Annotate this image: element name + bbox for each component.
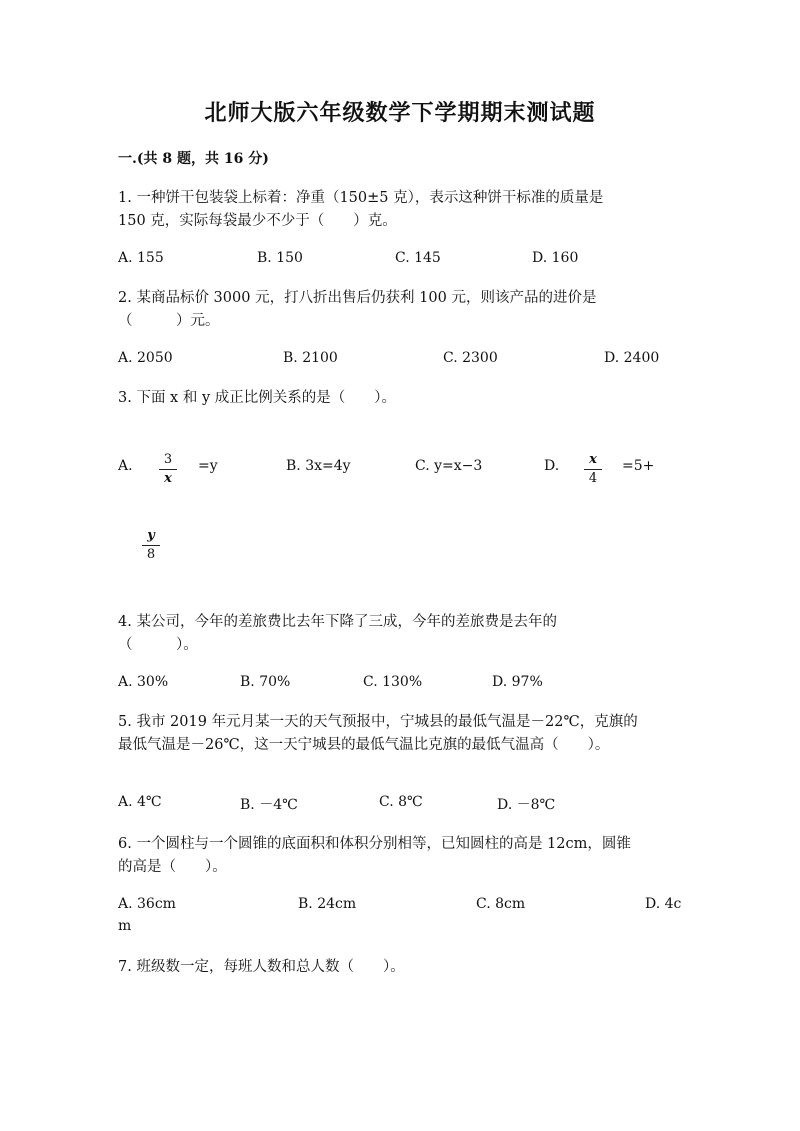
question-2-option-b: B. 2100 (283, 350, 338, 366)
fraction-numerator: 3 (163, 452, 173, 467)
fraction-numerator: x (589, 452, 597, 467)
fraction-denominator: x (164, 471, 172, 486)
question-3-line-1: 3. 下面 x 和 y 成正比例关系的是（ ）。 (118, 390, 396, 406)
question-6-option-b: B. 24cm (298, 896, 357, 912)
question-7-line-1: 7. 班级数一定，每班人数和总人数（ ）。 (118, 959, 405, 975)
question-3-option-d-rest: =5+ (622, 458, 655, 474)
question-3-option-d-fraction-2 (140, 528, 162, 563)
fraction-numerator: y (147, 528, 155, 543)
question-1-option-a: A. 155 (118, 250, 164, 266)
fraction-bar (584, 469, 602, 470)
question-1-option-b: B. 150 (257, 250, 303, 266)
question-4-option-d: D. 97% (492, 674, 543, 690)
question-3-option-d-label: D. (544, 458, 560, 474)
fraction-bar (159, 469, 177, 470)
fraction-denominator: 8 (146, 547, 156, 562)
fraction-denominator: 4 (588, 471, 598, 486)
question-5-option-a: A. 4℃ (118, 794, 162, 810)
question-3-option-b: B. 3x=4y (286, 458, 351, 474)
question-6-option-d: D. 4c (645, 896, 682, 912)
question-5-line-1: 5. 我市 2019 年元月某一天的天气预报中，宁城县的最低气温是－22℃，克旗的 (118, 714, 638, 730)
question-3-option-c: C. y=x−3 (415, 458, 483, 474)
section-heading: 一.(共 8 题，共 16 分) (118, 151, 269, 167)
question-4-line-2: （ ）。 (118, 637, 198, 653)
page-title: 北师大版六年级数学下学期期末测试题 (204, 100, 596, 126)
question-2-option-d: D. 2400 (604, 350, 660, 366)
question-6-option-c: C. 8cm (476, 896, 526, 912)
question-1-option-c: C. 145 (395, 250, 441, 266)
question-1-line-1: 1. 一种饼干包装袋上标着：净重（150±5 克），表示这种饼干标准的质量是 (118, 190, 604, 206)
fraction-bar (142, 545, 160, 546)
question-5-line-2: 最低气温是－26℃，这一天宁城县的最低气温比克旗的最低气温高（ ）。 (118, 737, 610, 753)
question-5-option-c: C. 8℃ (379, 794, 423, 810)
question-3-option-a-rest: =y (198, 458, 218, 474)
question-2-line-2: （ ）元。 (118, 313, 220, 329)
question-3-option-a-label: A. (118, 458, 133, 474)
question-4-option-b: B. 70% (240, 674, 291, 690)
question-2-option-c: C. 2300 (443, 350, 498, 366)
question-4-option-a: A. 30% (118, 674, 169, 690)
question-3-option-d-fraction (582, 452, 604, 487)
question-6-line-2: 的高是（ ）。 (118, 859, 227, 875)
question-1-option-d: D. 160 (532, 250, 579, 266)
question-5-option-d: D. －8℃ (497, 797, 556, 813)
question-1-line-2: 150 克，实际每袋最少不少于（ ）克。 (118, 213, 397, 229)
question-3-option-a-fraction (157, 452, 179, 487)
question-2-line-1: 2. 某商品标价 3000 元，打八折出售后仍获利 100 元，则该产品的进价是 (118, 290, 597, 306)
question-4-line-1: 4. 某公司，今年的差旅费比去年下降了三成，今年的差旅费是去年的 (118, 614, 557, 630)
question-6-option-a: A. 36cm (118, 896, 176, 912)
question-2-option-a: A. 2050 (118, 350, 173, 366)
question-5-option-b: B. －4℃ (240, 797, 298, 813)
question-6-line-1: 6. 一个圆柱与一个圆锥的底面积和体积分别相等，已知圆柱的高是 12cm，圆锥 (118, 836, 631, 852)
question-4-option-c: C. 130% (363, 674, 423, 690)
question-6-option-d-wrap: m (118, 918, 132, 934)
